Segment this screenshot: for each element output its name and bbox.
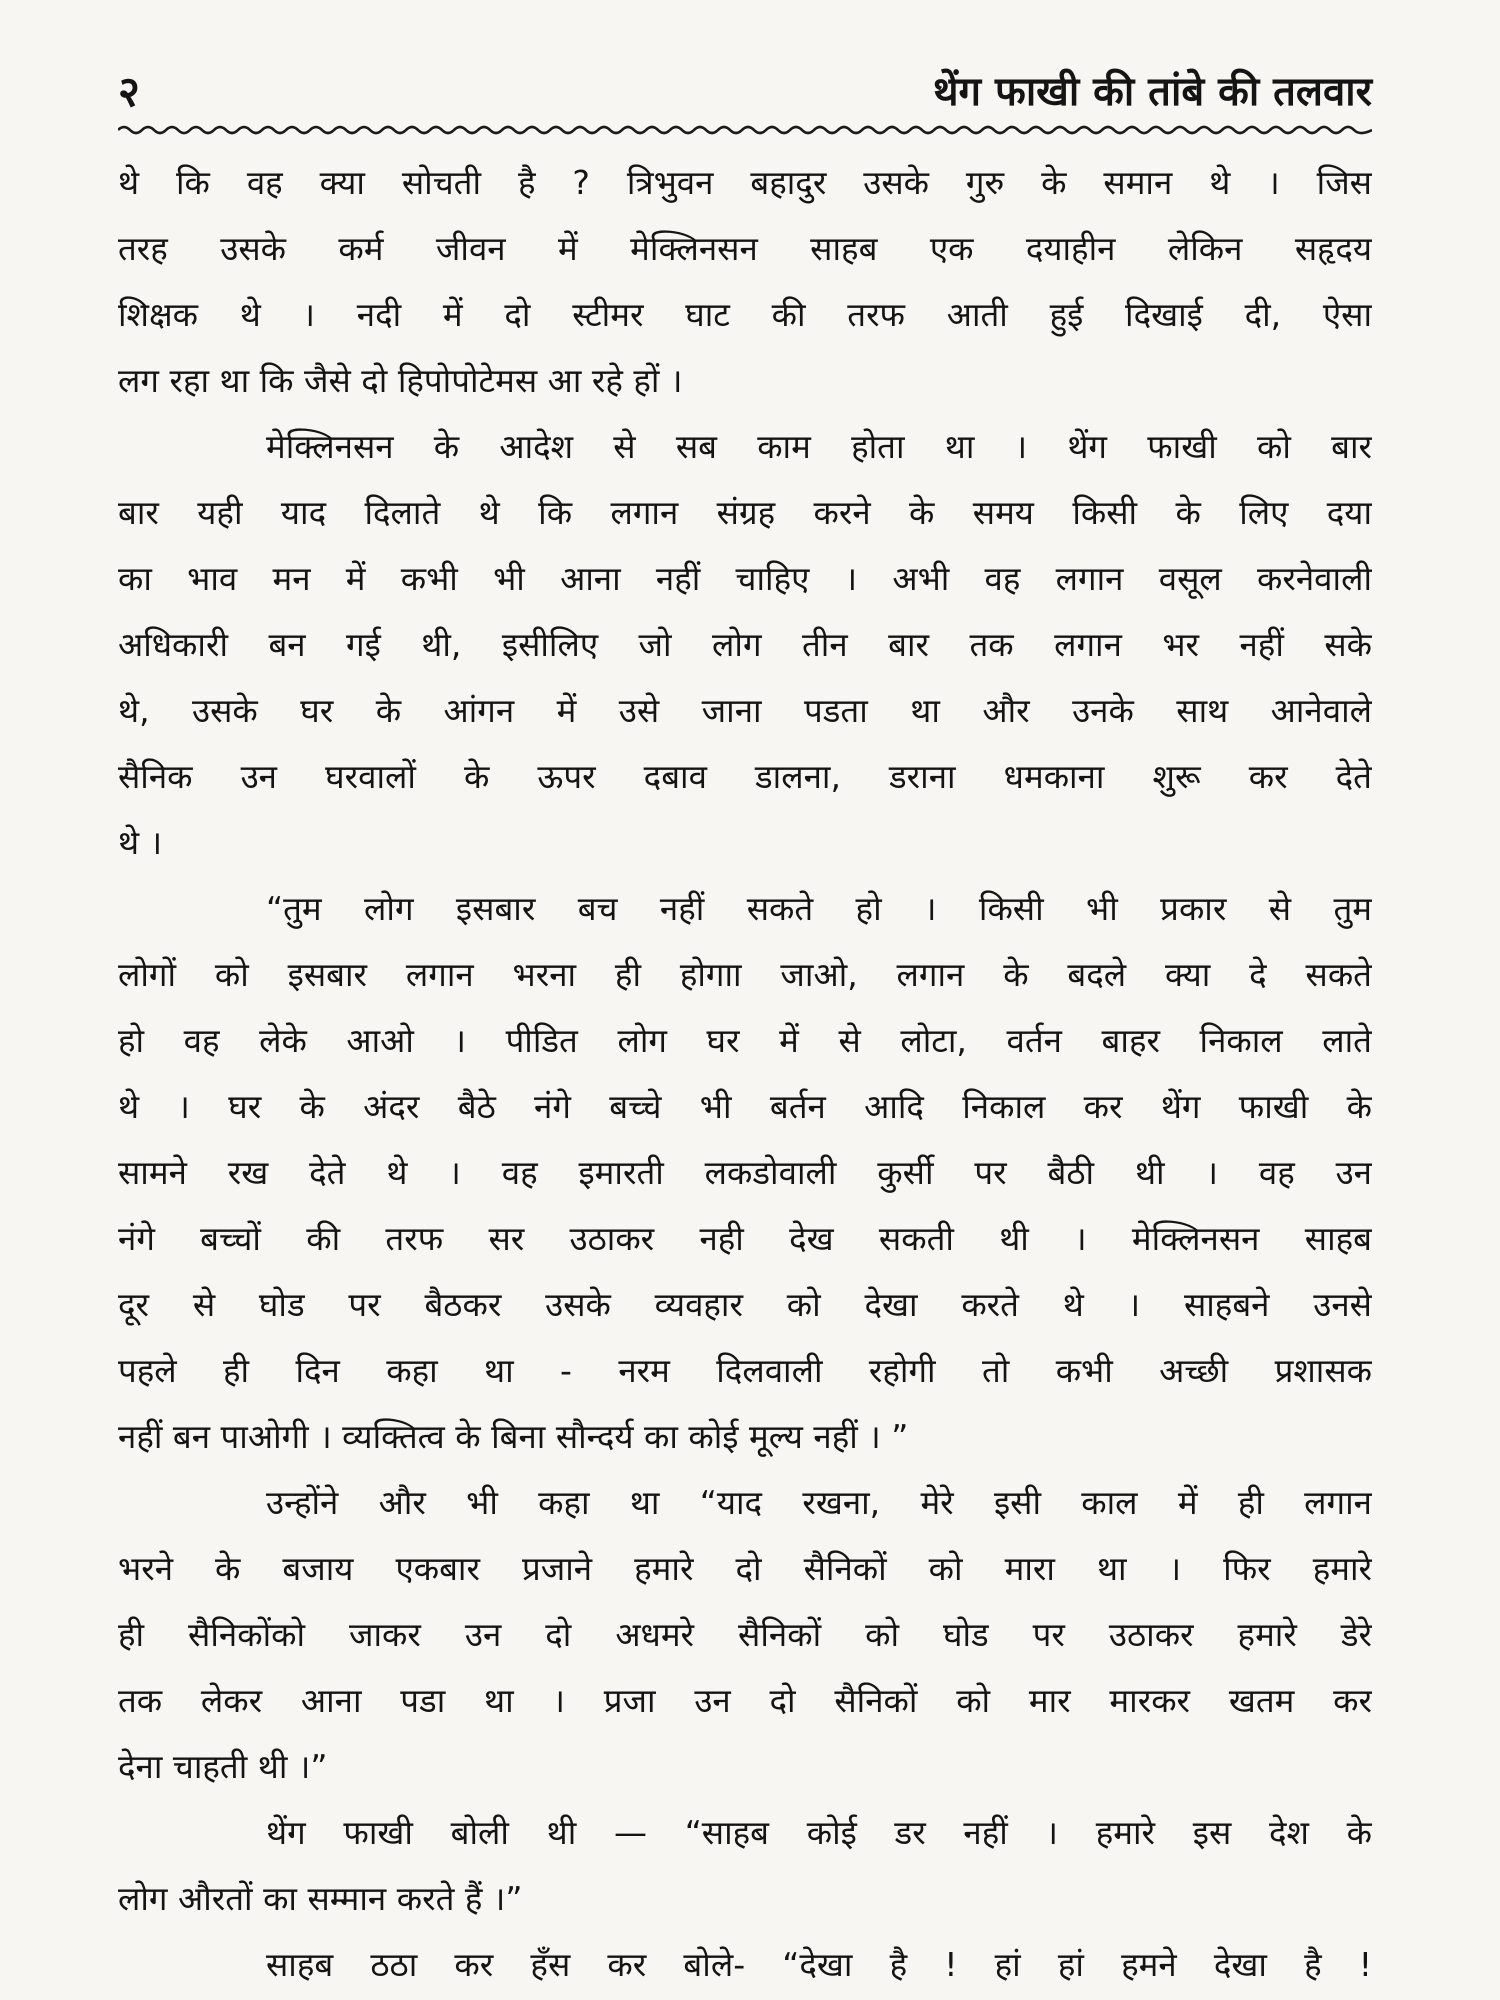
text-line: “तुम लोग इसबार बच नहीं सकते हो । किसी भी प्रकार से तुम [266, 889, 1372, 928]
text-line: दूर से घोड पर बैठकर उसके व्यवहार को देखा करते थे । साहबने उनसे [118, 1285, 1372, 1324]
text-line: लग रहा था कि जैसे दो हिपोपोटेमस आ रहे हों । [118, 361, 683, 400]
text-line: थे । घर के अंदर बैठे नंगे बच्चे भी बर्तन आदि निकाल कर थेंग फाखी के [118, 1087, 1372, 1126]
body-text [118, 150, 1372, 1998]
paragraph [118, 150, 1372, 414]
text-line: तक लेकर आना पडा था । प्रजा उन दो सैनिकों को मार मारकर खतम कर [118, 1681, 1372, 1720]
text-line: पहले ही दिन कहा था - नरम दिलवाली रहोगी तो कभी अच्छी प्रशासक [118, 1351, 1372, 1390]
text-line: हो वह लेके आओ । पीडित लोग घर में से लोटा, वर्तन बाहर निकाल लाते [118, 1021, 1372, 1060]
text-line: थेंग फाखी बोली थी — “साहब कोई डर नहीं । हमारे इस देश के [266, 1813, 1372, 1852]
text-line: ही सैनिकोंको जाकर उन दो अधमरे सैनिकों को घोड पर उठाकर हमारे डेरे [118, 1615, 1372, 1654]
page-number: २ [118, 67, 140, 116]
paragraph [118, 1932, 1372, 1998]
text-line: साहब ठठा कर हँस कर बोले- “देखा है ! हां हां हमने देखा है ! [266, 1945, 1372, 1984]
text-line: सैनिक उन घरवालों के ऊपर दबाव डालना, डराना धमकाना शुरू कर देते [118, 757, 1372, 796]
paragraph [118, 876, 1372, 1470]
page-header [118, 58, 1372, 128]
text-line: मेक्लिनसन के आदेश से सब काम होता था । थेंग फाखी को बार [266, 427, 1372, 466]
header-rule-ornament [118, 122, 1372, 138]
text-line: सामने रख देते थे । वह इमारती लकडोवाली कुर्सी पर बैठी थी । वह उन [118, 1153, 1372, 1192]
paragraph [118, 1800, 1372, 1932]
text-line: लोगों को इसबार लगान भरना ही होगाा जाओ, लगान के बदले क्या दे सकते [118, 955, 1372, 994]
text-line: नंगे बच्चों की तरफ सर उठाकर नही देख सकती थी । मेक्लिनसन साहब [118, 1219, 1372, 1258]
running-title: थेंग फाखी की तांबे की तलवार [932, 69, 1372, 115]
text-line: थे कि वह क्या सोचती है ? त्रिभुवन बहादुर उसके गुरु के समान थे । जिस [118, 163, 1372, 202]
text-line: भरने के बजाय एकबार प्रजाने हमारे दो सैनिकों को मारा था । फिर हमारे [118, 1549, 1372, 1588]
paragraph [118, 1470, 1372, 1800]
paragraph [118, 414, 1372, 876]
text-line: अधिकारी बन गई थी, इसीलिए जो लोग तीन बार तक लगान भर नहीं सके [118, 625, 1372, 664]
text-line: का भाव मन में कभी भी आना नहीं चाहिए । अभी वह लगान वसूल करनेवाली [118, 559, 1372, 598]
text-line: देना चाहती थी ।” [118, 1747, 328, 1786]
text-line: शिक्षक थे । नदी में दो स्टीमर घाट की तरफ आती हुई दिखाई दी, ऐसा [118, 295, 1372, 334]
text-line: बार यही याद दिलाते थे कि लगान संग्रह करने के समय किसी के लिए दया [118, 493, 1372, 532]
text-line: नहीं बन पाओगी । व्यक्तित्व के बिना सौन्दर्य का कोई मूल्य नहीं । ” [118, 1417, 909, 1456]
text-line: तरह उसके कर्म जीवन में मेक्लिनसन साहब एक दयाहीन लेकिन सहृदय [118, 229, 1372, 268]
text-line: थे, उसके घर के आंगन में उसे जाना पडता था और उनके साथ आनेवाले [118, 691, 1372, 730]
text-line: लोग औरतों का सम्मान करते हैं ।” [118, 1879, 523, 1918]
text-line: उन्होंने और भी कहा था “याद रखना, मेरे इसी काल में ही लगान [266, 1483, 1372, 1522]
text-line: थे । [118, 823, 163, 862]
